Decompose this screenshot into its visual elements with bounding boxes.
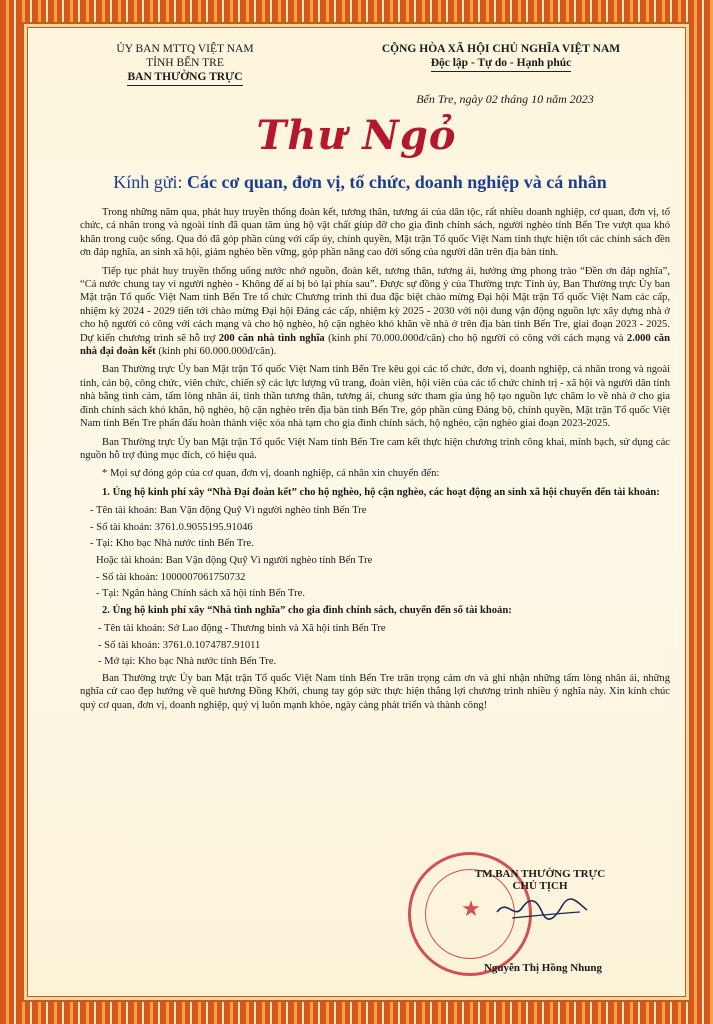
header-right	[356, 42, 646, 72]
signer-name: Nguyễn Thị Hồng Nhung	[483, 962, 603, 974]
nation-line: CỘNG HÒA XÃ HỘI CHỦ NGHĨA VIỆT NAM	[381, 43, 621, 55]
org-line2: TỈNH BẾN TRE	[146, 57, 224, 69]
letter-date: Bến Tre, ngày 02 tháng 10 năm 2023	[416, 92, 594, 106]
section-1-list	[80, 504, 670, 600]
s1-account-name: - Tên tài khoản: Ban Vận động Quỹ Vì người nghèo tỉnh Bến Tre	[90, 505, 367, 517]
letter-body	[80, 206, 670, 717]
recipient-prefix: Kính gửi:	[113, 172, 183, 192]
paragraph-1: Trong những năm qua, phát huy truyền thống đoàn kết, tương thân, tương ái của dân tộc, rất nhiều doanh nghiệp, cơ quan, đơn vị, tổ chức, cá nhân trong và ngoài tỉnh đã quan tâm ủng hộ vật chất giúp đỡ cho gia đình chính sách, người nghèo tỉnh Bến Tre vượt qua khó khăn trong cuộc sống. Qua đó đã góp phần cùng với cấp ủy, chính quyền, Mặt trận Tổ quốc Việt Nam tỉnh thực hiện tốt các chính sách đền ơn đáp nghĩa, an sinh xã hội, giảm nghèo bền vững, góp phần nâng cao đời sống của người dân trên địa bàn tỉnh.	[80, 207, 670, 259]
s1-account-number: - Số tài khoản: 3761.0.9055195.91046	[90, 521, 253, 533]
s1-alt-account-number: - Số tài khoản: 1000007061750732	[96, 571, 246, 583]
s2-account-name: - Tên tài khoản: Sở Lao động - Thương binh và Xã hội tỉnh Bến Tre	[98, 623, 386, 635]
signature-title: TM.BAN THƯỜNG TRỰC	[474, 868, 606, 880]
paragraph-2-text-c: (kinh phí 70.000.000đ/căn) cho hộ người có công với cách mạng và	[324, 332, 627, 344]
org-line1: ỦY BAN MTTQ VIỆT NAM	[116, 43, 254, 55]
paragraph-2	[80, 265, 670, 359]
s2-bank: - Mở tại: Kho bạc Nhà nước tỉnh Bến Tre.	[98, 656, 277, 668]
section-2-list	[80, 622, 670, 669]
handwritten-signature	[492, 890, 592, 930]
s1-bank: - Tại: Kho bạc Nhà nước tỉnh Bến Tre.	[90, 538, 254, 550]
section-2-title: 2. Ủng hộ kinh phí xây “Nhà tình nghĩa” cho gia đình chính sách, chuyển đến số tài khoản:	[102, 604, 512, 616]
paragraph-3: Ban Thường trực Ủy ban Mặt trận Tổ quốc Việt Nam tỉnh Bến Tre kêu gọi các tổ chức, đơn vị, doanh nghiệp, cá nhân trong và ngoài tỉnh, cán bộ, công chức, viên chức, chiến sỹ các lực lượng vũ trang, đoàn viên, hội viên của các tổ chức chính trị - xã hội và người dân tỉnh nhà bằng tình cảm, tấm lòng nhân ái, tinh thần tương thân, tương ái, chung sức tham gia ủng hộ tạo nguồn lực chăm lo về nhà ở cho gia đình chính sách khó khăn, hộ nghèo, hộ cận nghèo trên địa bàn tỉnh Bến Tre, góp phần cùng Đảng bộ, chính quyền, Mặt trận Tổ quốc Việt Nam tỉnh Bến Tre phấn đấu hoàn thành việc xóa nhà tạm cho gia đình chính sách, hộ nghèo, cận nghèo giai đoạn 2023-2025.	[80, 364, 670, 430]
paragraph-2-bold-2: 2.000 căn nhà đại đoàn kết	[80, 332, 670, 358]
header-left	[90, 42, 280, 86]
paragraph-2-text-d: (kinh phí 60.000.000đ/căn).	[155, 346, 277, 358]
paragraph-4: Ban Thường trực Ủy ban Mặt trận Tổ quốc Việt Nam tỉnh Bến Tre cam kết thực hiện chương trình công khai, minh bạch, sử dụng các nguồn hỗ trợ đúng mục đích, có hiệu quả.	[80, 436, 670, 461]
motto-line: Độc lập - Tự do - Hạnh phúc	[431, 56, 572, 72]
recipient-body: Các cơ quan, đơn vị, tổ chức, doanh nghiệp và cá nhân	[186, 172, 607, 192]
signature-block	[440, 868, 640, 892]
s1-alt-account-name: Hoặc tài khoản: Ban Vận động Quỹ Vì người nghèo tỉnh Bến Tre	[96, 554, 373, 566]
paragraph-5: * Mọi sự đóng góp của cơ quan, đơn vị, doanh nghiệp, cá nhân xin chuyển đến:	[102, 468, 440, 480]
org-line3: BAN THƯỜNG TRỰC	[127, 70, 242, 86]
section-1-title: 1. Ủng hộ kinh phí xây “Nhà Đại đoàn kết” cho hộ nghèo, hộ cận nghèo, các hoạt động an sinh xã hội chuyển đến tài khoản:	[102, 486, 660, 498]
paragraph-2-text-a: Tiếp tục phát huy truyền thống uống nước nhớ nguồn, đoàn kết, tương thân, tương ái, hưởng ứng phong trào “Đền ơn đáp nghĩa”, “Cả nước chung tay vì người nghèo - Không để ai bị bỏ lại phía sau”. Được sự đồng ý của Thường trực Tỉnh ủy, Ban Thường trực Ủy ban Mặt trận Tổ quốc Việt Nam tỉnh Bến Tre tổ chức Chương trình thi đua đặc biệt chào mừng Đại hội Mặt trận Tổ quốc Việt Nam các cấp, nhiệm kỳ 2024 - 2029 tiến tới chào mừng Đại hội Đảng các cấp, nhiệm kỳ 2025 - 2030 với nội dung vận động nguồn lực xây dựng nhà ở cho hộ người có công với cách mạng và cho hộ nghèo, hộ cận nghèo khó khăn về nhà ở trên địa bàn tỉnh Bến Tre, giai đoạn 2023 - 2025. Dự kiến chương trình sẽ hỗ trợ	[80, 265, 670, 344]
s1-alt-bank: - Tại: Ngân hàng Chính sách xã hội tỉnh Bến Tre.	[96, 588, 306, 600]
signature-role: CHỦ TỊCH	[512, 880, 568, 892]
paragraph-closing: Ban Thường trực Ủy ban Mặt trận Tổ quốc Việt Nam tỉnh Bến Tre trân trọng cảm ơn và ghi nhận những tấm lòng nhân ái, những nghĩa cử cao đẹp hướng về quê hương Đồng Khởi, chung tay góp sức thực hiện thắng lợi chương trình nhiều ý nghĩa này. Xin kính chúc quý cơ quan, đơn vị, doanh nghiệp, quý vị luôn mạnh khỏe, ngày càng phát triển và thành công!	[80, 672, 670, 711]
letter-title: Thư Ngỏ	[256, 112, 457, 159]
star-icon: ★	[461, 896, 481, 921]
s2-account-number: - Số tài khoản: 3761.0.1074787.91011	[98, 639, 261, 651]
recipient-line	[60, 172, 660, 193]
paragraph-2-bold-1: 200 căn nhà tình nghĩa	[218, 332, 325, 344]
